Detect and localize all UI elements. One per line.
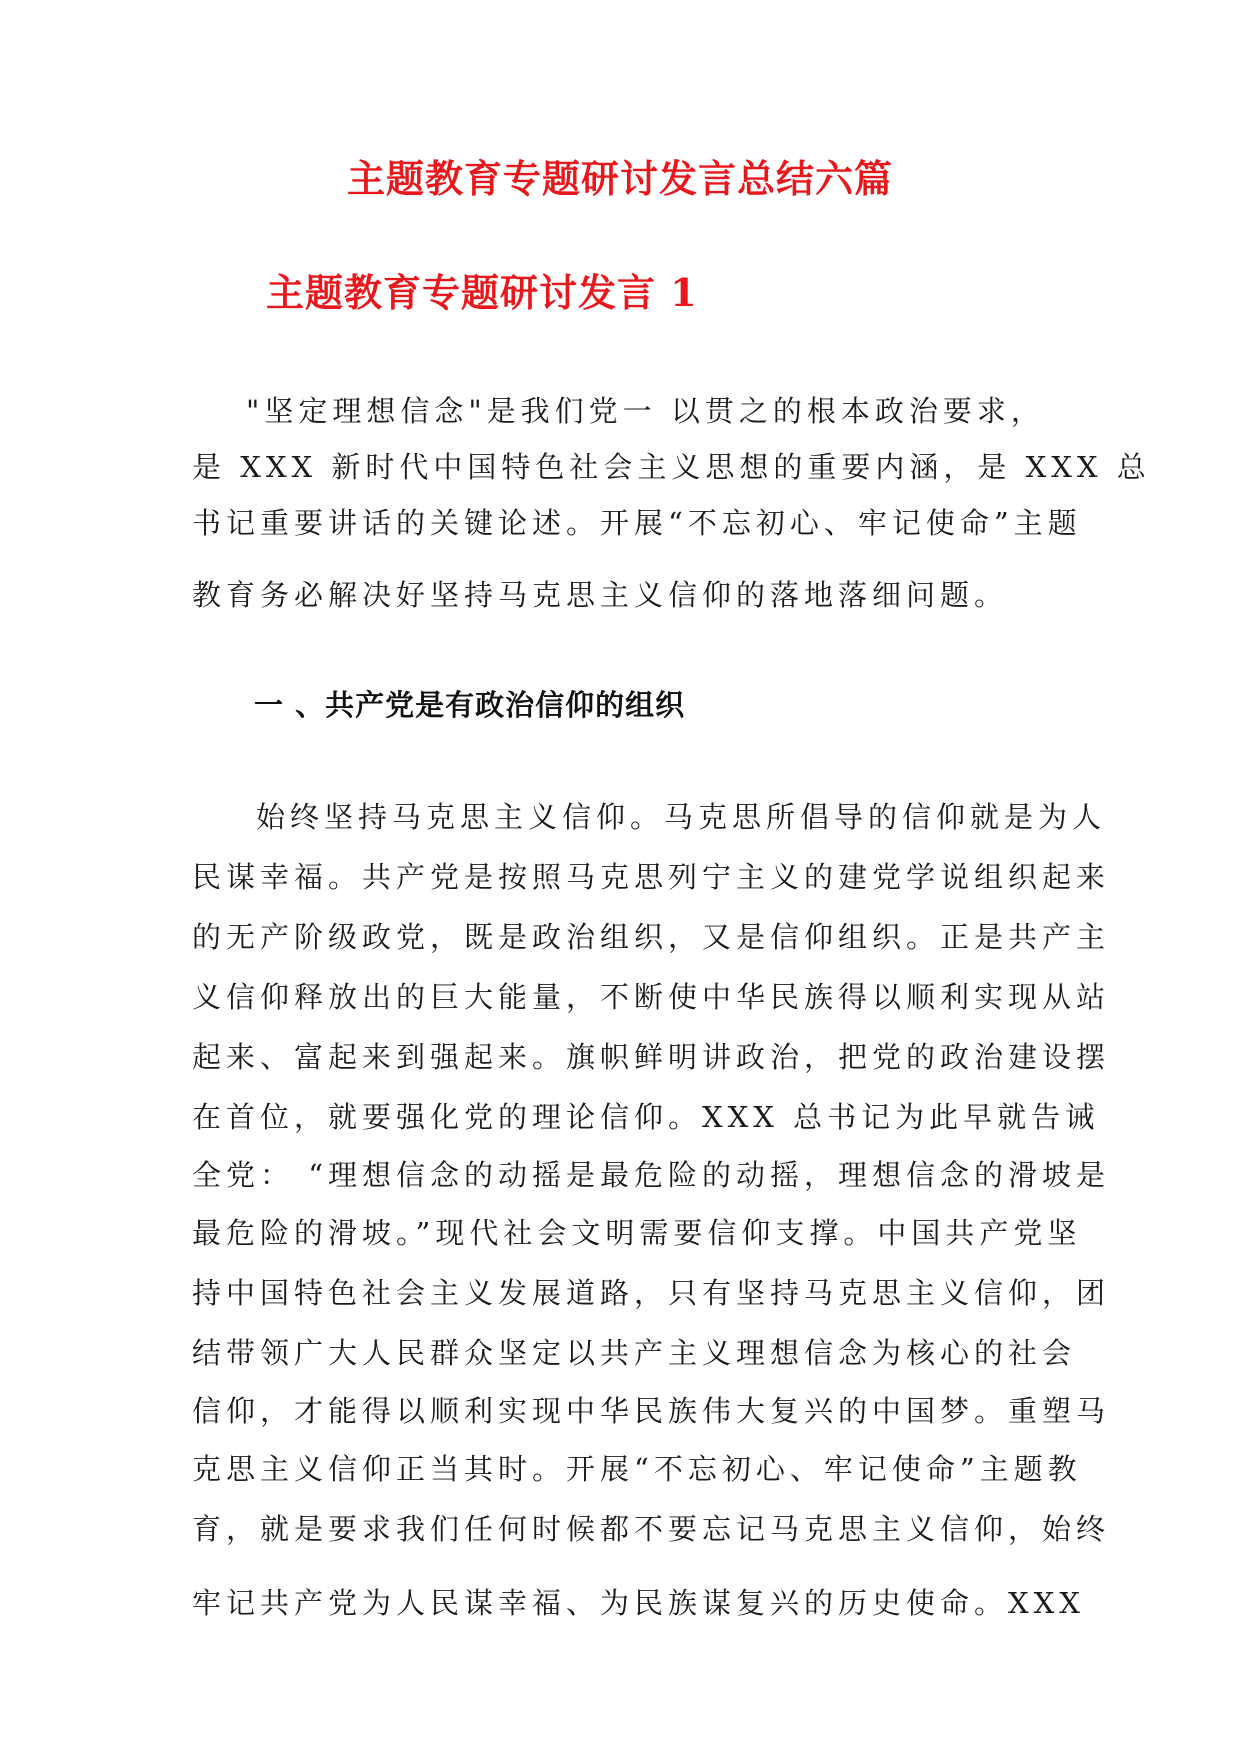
body-line: 持中国特色社会主义发展道路，只有坚持马克思主义信仰，团 [192, 1276, 1111, 1310]
speech-subtitle: 主题教育专题研讨发言 1 [266, 270, 698, 315]
body-line: 起来、富起来到强起来。旗帜鲜明讲政治，把党的政治建设摆 [192, 1040, 1111, 1074]
intro-line: 是 XXX 新时代中国特色社会主义思想的重要内涵，是 XXX 总 [192, 450, 1151, 484]
body-line: 民谋幸福。共产党是按照马克思列宁主义的建党学说组织起来 [192, 860, 1111, 894]
body-line: 育，就是要求我们任何时候都不要忘记马克思主义信仰，始终 [192, 1512, 1111, 1546]
section-heading: 一 、共产党是有政治信仰的组织 [254, 688, 686, 722]
intro-line: 教育务必解决好坚持马克思主义信仰的落地落细问题。 [192, 578, 1009, 612]
body-line: 克思主义信仰正当其时。开展“不忘初心、牢记使命”主题教 [192, 1452, 1082, 1486]
document-title: 主题教育专题研讨发言总结六篇 [346, 156, 893, 201]
intro-line: "坚定理想信念"是我们党一 以贯之的根本政治要求， [246, 394, 1045, 428]
body-line: 结带领广大人民群众坚定以共产主义理想信念为核心的社会 [192, 1336, 1077, 1370]
body-line: 始终坚持马克思主义信仰。马克思所倡导的信仰就是为人 [256, 800, 1107, 834]
intro-line: 书记重要讲话的关键论述。开展“不忘初心、牢记使命”主题 [192, 506, 1082, 540]
body-line: 牢记共产党为人民谋幸福、为民族谋复兴的历史使命。XXX [192, 1586, 1085, 1620]
body-line: 在首位，就要强化党的理论信仰。XXX 总书记为此早就告诫 [192, 1100, 1100, 1134]
body-line: 的无产阶级政党，既是政治组织，又是信仰组织。正是共产主 [192, 920, 1111, 954]
body-line: 全党： “理想信念的动摇是最危险的动摇，理想信念的滑坡是 [192, 1158, 1111, 1192]
body-line: 最危险的滑坡。”现代社会文明需要信仰支撑。中国共产党坚 [192, 1216, 1082, 1250]
body-line: 信仰，才能得以顺利实现中华民族伟大复兴的中国梦。重塑马 [192, 1394, 1111, 1428]
body-line: 义信仰释放出的巨大能量，不断使中华民族得以顺利实现从站 [192, 980, 1111, 1014]
